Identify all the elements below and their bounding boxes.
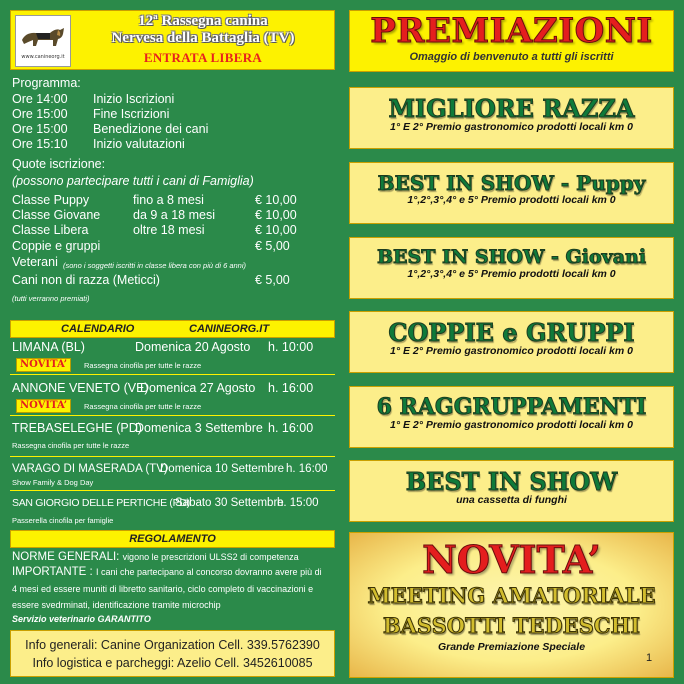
award-box <box>349 162 674 224</box>
fee-age: fino a 8 mesi <box>133 193 204 207</box>
info-logistics: Info logistica e parcheggi: Azelio Cell. 3452610085 <box>32 656 313 670</box>
event-date: Domenica 20 Agosto <box>135 340 251 354</box>
novita-title: NOVITA’ <box>422 537 601 582</box>
event-place: TREBASELEGHE (PD) <box>12 421 142 435</box>
event-place: ANNONE VENETO (VE) <box>12 381 149 395</box>
event-note: Passerella cinofila per famiglie <box>12 516 114 525</box>
novita-badge: NOVITA’ <box>16 358 71 372</box>
event-note: Rassegna cinofila per tutte le razze <box>12 441 130 450</box>
calendar-divider <box>10 456 335 457</box>
event-date: Sabato 30 Settembre <box>175 497 284 509</box>
event-date: Domenica 27 Agosto <box>140 381 256 395</box>
award-box <box>349 386 674 448</box>
norme-text: vigono le prescrizioni ULSS2 di competenza <box>122 552 299 562</box>
award-title: BEST IN SHOW - Giovani <box>376 246 647 268</box>
novita-subtitle: Grande Premiazione Speciale <box>437 641 586 653</box>
awards-header <box>349 10 674 72</box>
award-title: BEST IN SHOW <box>405 467 618 496</box>
award-desc: una cassetta di funghi <box>456 494 567 507</box>
norme-label: NORME GENERALI: <box>12 551 120 563</box>
calendar-divider <box>10 415 335 416</box>
free-entry: ENTRATA LIBERA <box>143 50 263 65</box>
organizer-logo <box>15 15 71 67</box>
fee-class: Classe Libera <box>12 223 89 237</box>
event-time: h. 15:00 <box>277 497 319 509</box>
important-text: I cani che partecipano al concorso dovranno avere più di <box>95 567 322 577</box>
important-text: essere svedrminati, identificazione tramite microchip <box>12 600 221 610</box>
fees-title: Quote iscrizione: <box>12 157 106 171</box>
award-box <box>349 460 674 522</box>
award-desc: 1° E 2° Premio gastronomico prodotti locali km 0 <box>390 345 633 358</box>
calendar-header <box>10 320 335 338</box>
program-label: Inizio Iscrizioni <box>93 92 175 106</box>
fee-veterani: Veterani <box>12 255 58 269</box>
rules-important <box>12 566 322 578</box>
event-place: SAN GIORGIO DELLE PERTICHE (PD) <box>12 497 190 509</box>
fee-meticci: Cani non di razza (Meticci) <box>12 273 160 287</box>
dog-logo-icon <box>16 18 70 54</box>
fee-class: Classe Giovane <box>12 208 101 222</box>
event-location: Nervesa della Battaglia (TV) <box>111 30 295 46</box>
awards-title: PREMIAZIONI <box>370 11 653 51</box>
event-time: h. 16:00 <box>268 381 314 395</box>
logo-url: www.canineorg.it <box>21 54 65 60</box>
event-note: Rassegna cinofila per tutte le razze <box>84 361 202 370</box>
program-time: Ore 15:00 <box>12 107 68 121</box>
program-label: Fine Iscrizioni <box>93 107 170 121</box>
fee-price: € 5,00 <box>255 273 290 287</box>
calendar-divider <box>10 490 335 491</box>
fee-age: da 9 a 18 mesi <box>133 208 215 222</box>
program-label: Benedizione dei cani <box>93 122 209 136</box>
event-time: h. 16:00 <box>286 463 328 475</box>
fee-veterani-note: (sono i soggetti iscritti in classe libera con più di 6 anni) <box>63 261 247 270</box>
vet-service: Servizio veterinario GARANTITO <box>12 614 151 624</box>
event-note: Show Family & Dog Day <box>12 478 94 487</box>
novita-box <box>349 532 674 678</box>
meeting-line: MEETING AMATORIALE <box>367 583 656 608</box>
award-title: 6 RAGGRUPPAMENTI <box>376 394 647 420</box>
fees-subtitle: (possono partecipare tutti i cani di Famiglia) <box>12 174 254 188</box>
fee-price: € 5,00 <box>255 239 290 253</box>
event-date: Domenica 3 Settembre <box>135 421 263 435</box>
calendar-site: CANINEORG.IT <box>189 323 270 335</box>
award-box <box>349 87 674 149</box>
program-time: Ore 14:00 <box>12 92 68 106</box>
important-label: IMPORTANTE : <box>12 566 93 578</box>
award-desc: 1°,2°,3°,4° e 5° Premio prodotti locali km 0 <box>407 267 616 280</box>
event-note: Rassegna cinofila per tutte le razze <box>84 402 202 411</box>
important-text: 4 mesi ed essere muniti di libretto sanitario, ciclo completo di vaccinazioni e <box>12 584 314 594</box>
award-desc: 1° E 2° Premio gastronomico prodotti locali km 0 <box>390 121 633 134</box>
fees-footnote: (tutti verranno premiati) <box>12 294 90 303</box>
fee-price: € 10,00 <box>255 208 297 222</box>
award-box <box>349 311 674 373</box>
program-time: Ore 15:00 <box>12 122 68 136</box>
award-title: MIGLIORE RAZZA <box>388 94 635 123</box>
calendar-title: CALENDARIO <box>61 323 135 335</box>
fee-class: Coppie e gruppi <box>12 239 101 253</box>
event-date: Domenica 10 Settembre <box>160 463 285 475</box>
event-edition: 12ª Rassegna canina <box>138 13 268 29</box>
meeting-line: BASSOTTI TEDESCHI <box>382 613 641 638</box>
award-box <box>349 237 674 299</box>
event-time: h. 10:00 <box>268 340 314 354</box>
rules-header <box>10 530 335 548</box>
info-general: Info generali: Canine Organization Cell. 339.5762390 <box>25 638 320 652</box>
event-place: LIMANA (BL) <box>12 340 85 354</box>
event-time: h. 16:00 <box>268 421 314 435</box>
info-box <box>10 630 335 677</box>
program-label: Inizio valutazioni <box>93 137 185 151</box>
novita-badge: NOVITA’ <box>16 399 71 413</box>
award-desc: 1°,2°,3°,4° e 5° Premio prodotti locali km 0 <box>407 194 616 206</box>
fee-price: € 10,00 <box>255 223 297 237</box>
award-title: COPPIE e GRUPPI <box>388 318 635 347</box>
calendar-divider <box>10 374 335 375</box>
rules-title: REGOLAMENTO <box>129 533 216 545</box>
awards-subtitle: Omaggio di benvenuto a tutti gli iscritti <box>409 51 614 63</box>
event-header <box>10 10 335 70</box>
event-place: VARAGO DI MASERADA (TV) <box>12 463 168 475</box>
fee-class: Classe Puppy <box>12 193 90 207</box>
award-desc: 1° E 2° Premio gastronomico prodotti locali km 0 <box>390 419 633 432</box>
rules-norme <box>12 551 299 563</box>
award-title: BEST IN SHOW - Puppy <box>377 171 646 195</box>
fee-age: oltre 18 mesi <box>133 223 205 237</box>
page-number: 1 <box>646 652 653 664</box>
program-time: Ore 15:10 <box>12 137 68 151</box>
fee-price: € 10,00 <box>255 193 297 207</box>
program-title: Programma: <box>12 76 81 90</box>
